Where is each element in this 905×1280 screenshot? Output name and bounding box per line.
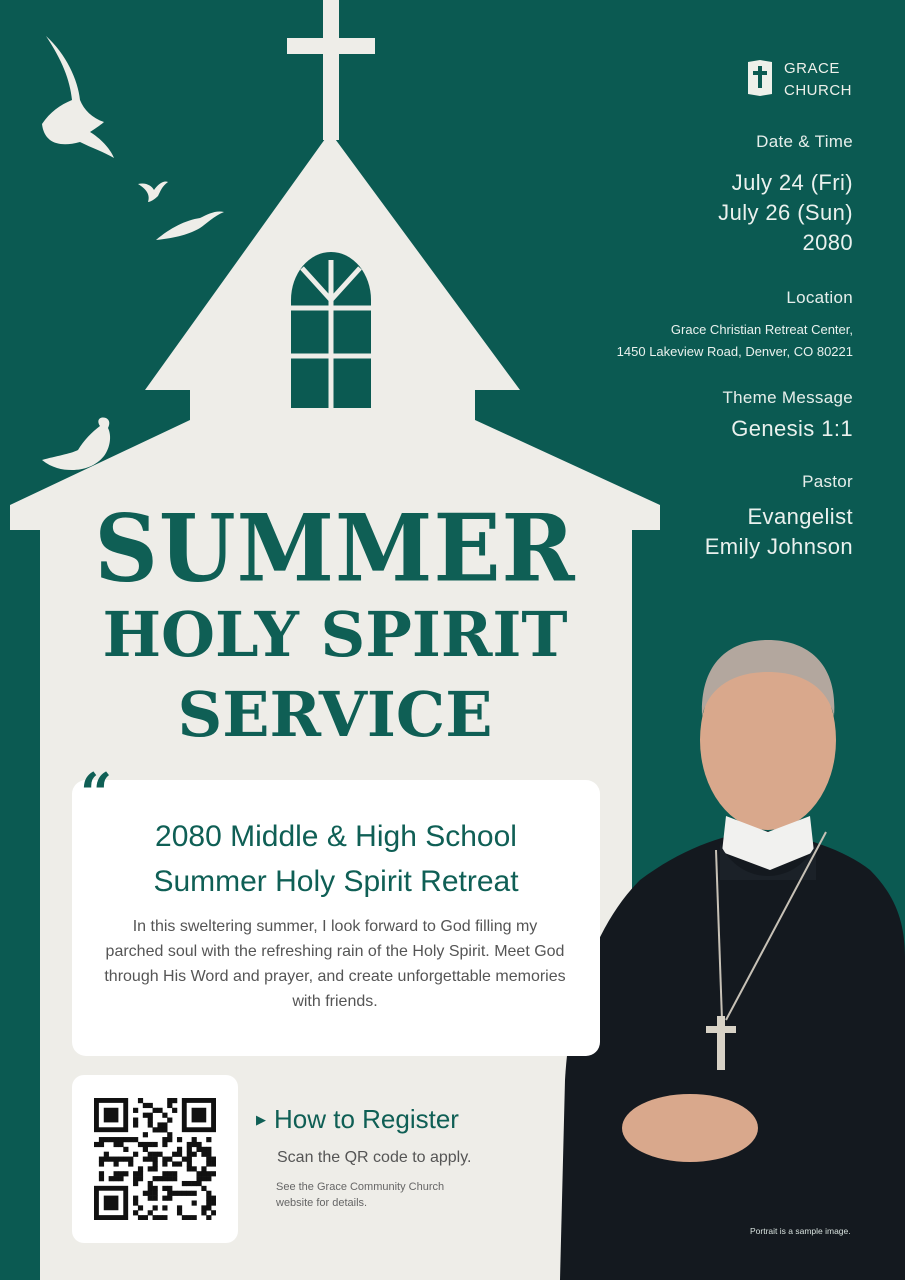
pastor-label: Pastor	[802, 472, 853, 491]
perched-dove-icon	[42, 417, 110, 470]
register-subtitle: Scan the QR code to apply.	[277, 1149, 472, 1166]
register-title: How to Register	[274, 1104, 459, 1134]
title-service: SERVICE	[177, 678, 493, 751]
qr-card	[72, 1075, 238, 1243]
church-logo	[746, 58, 852, 102]
title-holy-spirit: HOLY SPIRIT	[102, 598, 568, 671]
location-label: Location	[786, 288, 853, 307]
register-heading	[256, 1100, 459, 1139]
pastor-values	[705, 502, 853, 562]
location-line-1: Grace Christian Retreat Center,	[670, 322, 853, 337]
date-line-1: July 24 (Fri)	[731, 170, 853, 195]
logo-line-2: CHURCH	[784, 82, 852, 99]
retreat-description: In this sweltering summer, I look forward to God filling my parched soul with the refreshing rain of the Holy Spirit. Meet God through His Word and prayer, and create unforgettable memories with friends.	[104, 918, 566, 1010]
play-triangle-icon: ▶	[256, 1112, 266, 1127]
retreat-title	[96, 814, 576, 904]
small-bird-icon	[138, 181, 168, 202]
location-line-2: 1450 Lakeview Road, Denver, CO 80221	[616, 344, 853, 359]
date-section	[756, 132, 853, 152]
cross-book-icon	[746, 58, 774, 98]
portrait-disclaimer: Portrait is a sample image.	[750, 1226, 851, 1236]
register-note: See the Grace Community Church website for details.	[276, 1181, 445, 1209]
location-section	[786, 288, 853, 308]
title-summer: SUMMER	[94, 493, 576, 603]
date-line-2: July 26 (Sun)	[718, 200, 853, 225]
theme-value: Genesis 1:1	[731, 416, 853, 441]
logo-line-1: GRACE	[784, 60, 840, 77]
date-values	[718, 168, 853, 258]
theme-section	[722, 388, 853, 408]
logo-text	[784, 58, 852, 102]
date-label: Date & Time	[756, 132, 853, 151]
location-values	[617, 319, 853, 363]
theme-label: Theme Message	[722, 388, 853, 407]
pastor-line-1: Evangelist	[747, 504, 853, 529]
flying-dove-icon	[42, 36, 114, 158]
pastor-line-2: Emily Johnson	[704, 534, 853, 559]
gliding-bird-icon	[156, 211, 224, 240]
quote-mark-icon: “	[80, 761, 113, 827]
arched-window-icon	[291, 252, 371, 408]
retreat-title-line-2: Summer Holy Spirit Retreat	[153, 865, 519, 898]
retreat-title-line-1: 2080 Middle & High School	[155, 820, 517, 853]
pastor-section	[802, 472, 853, 492]
date-line-3: 2080	[802, 230, 853, 255]
qr-code[interactable]	[94, 1098, 216, 1220]
